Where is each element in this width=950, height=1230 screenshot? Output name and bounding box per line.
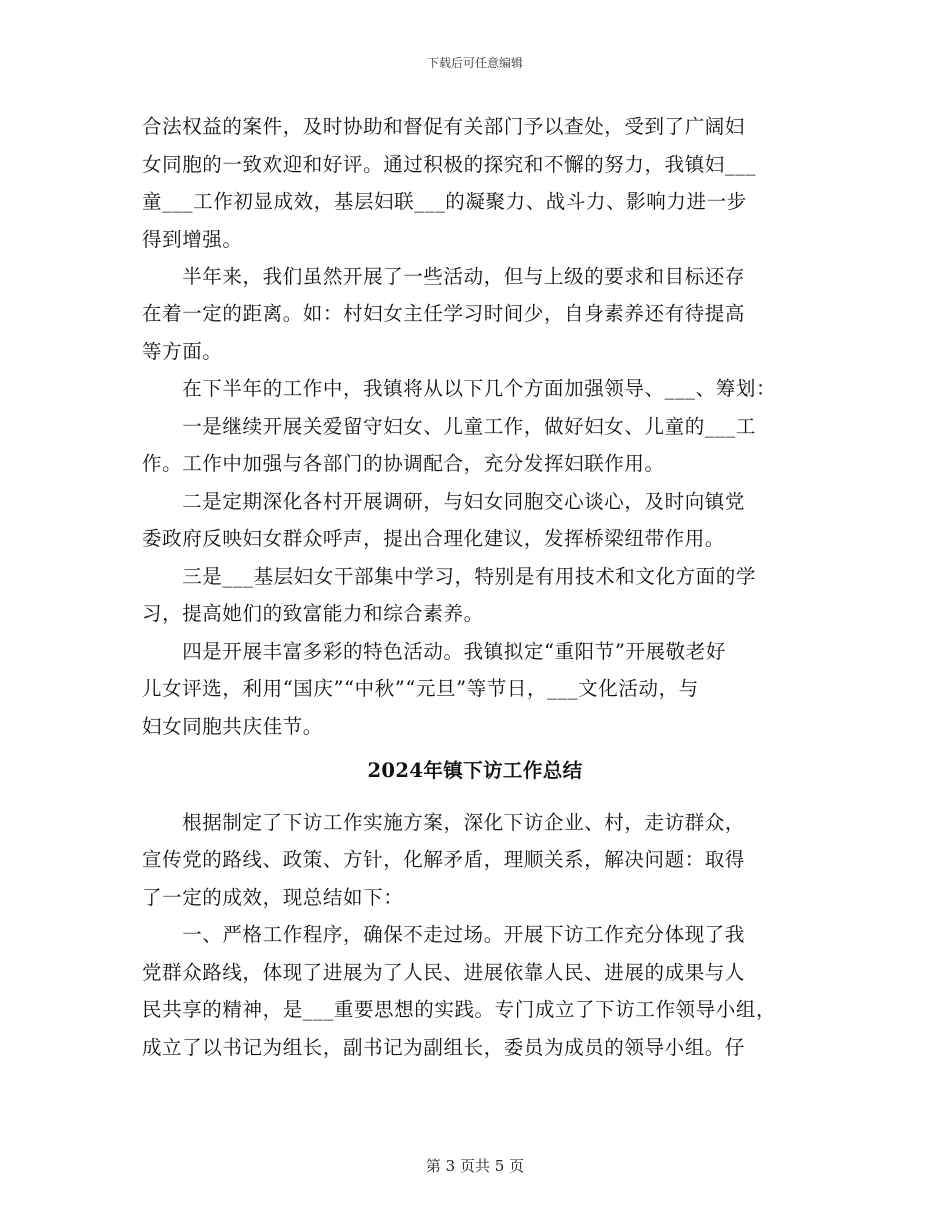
section-text-line: 成立了以书记为组长，副书记为副组长，委员为成员的领导小组。仔 xyxy=(142,1036,746,1059)
body-text-line: 妇女同胞共庆佳节。 xyxy=(142,715,323,738)
section-text-line: 根据制定了下访工作实施方案，深化下访企业、村，走访群众， xyxy=(142,811,746,834)
body-text-line: 习，提高她们的致富能力和综合素养。 xyxy=(142,602,484,625)
section-text-line: 一、严格工作程序，确保不走过场。开展下访工作充分体现了我 xyxy=(142,923,746,946)
body-text-line: 在下半年的工作中，我镇将从以下几个方面加强领导、___、筹划： xyxy=(142,377,777,400)
body-text-line: 三是___基层妇女干部集中学习，特别是有用技术和文化方面的学 xyxy=(142,565,756,588)
body-text-line: 在着一定的距离。如：村妇女主任学习时间少，自身素养还有待提高 xyxy=(142,302,746,325)
body-text-line: 半年来，我们虽然开展了一些活动，但与上级的要求和目标还存 xyxy=(142,265,746,288)
body-text-line: 一是继续开展关爱留守妇女、儿童工作，做好妇女、儿童的___工 xyxy=(142,415,756,438)
body-text-line: 童___工作初显成效，基层妇联___的凝聚力、战斗力、影响力进一步 xyxy=(142,190,747,213)
body-text-line: 合法权益的案件，及时协助和督促有关部门予以查处，受到了广阔妇 xyxy=(142,115,746,138)
body-text-line: 作。工作中加强与各部门的协调配合，充分发挥妇联作用。 xyxy=(142,452,665,475)
page-header: 下载后可任意编辑 xyxy=(426,56,523,70)
body-text-line: 委政府反映妇女群众呼声，提出合理化建议，发挥桥梁纽带作用。 xyxy=(142,527,725,550)
body-text-line: 得到增强。 xyxy=(142,228,243,251)
body-text-line: 儿女评选，利用“国庆”“中秋”“元旦”等节日，___文化活动，与 xyxy=(142,677,699,700)
body-text-line: 四是开展丰富多彩的特色活动。我镇拟定“重阳节”开展敬老好 xyxy=(142,640,726,663)
section-text-line: 宣传党的路线、政策、方针，化解矛盾，理顺关系，解决问题：取得 xyxy=(142,848,746,871)
body-text-line: 等方面。 xyxy=(142,340,223,363)
section-text-line: 民共享的精神，是___重要思想的实践。专门成立了下访工作领导小组， xyxy=(142,998,777,1021)
section-text-line: 党群众路线，体现了进展为了人民、进展依靠人民、进展的成果与人 xyxy=(142,961,746,984)
page-footer: 第 3 页共 5 页 xyxy=(425,1157,525,1175)
body-text-line: 女同胞的一致欢迎和好评。通过积极的探究和不懈的努力，我镇妇___ xyxy=(142,153,756,176)
section-text-line: 了一定的成效，现总结如下： xyxy=(142,886,404,909)
section-title: 2024年镇下访工作总结 xyxy=(367,759,583,782)
body-text-line: 二是定期深化各村开展调研，与妇女同胞交心谈心，及时向镇党 xyxy=(142,490,746,513)
